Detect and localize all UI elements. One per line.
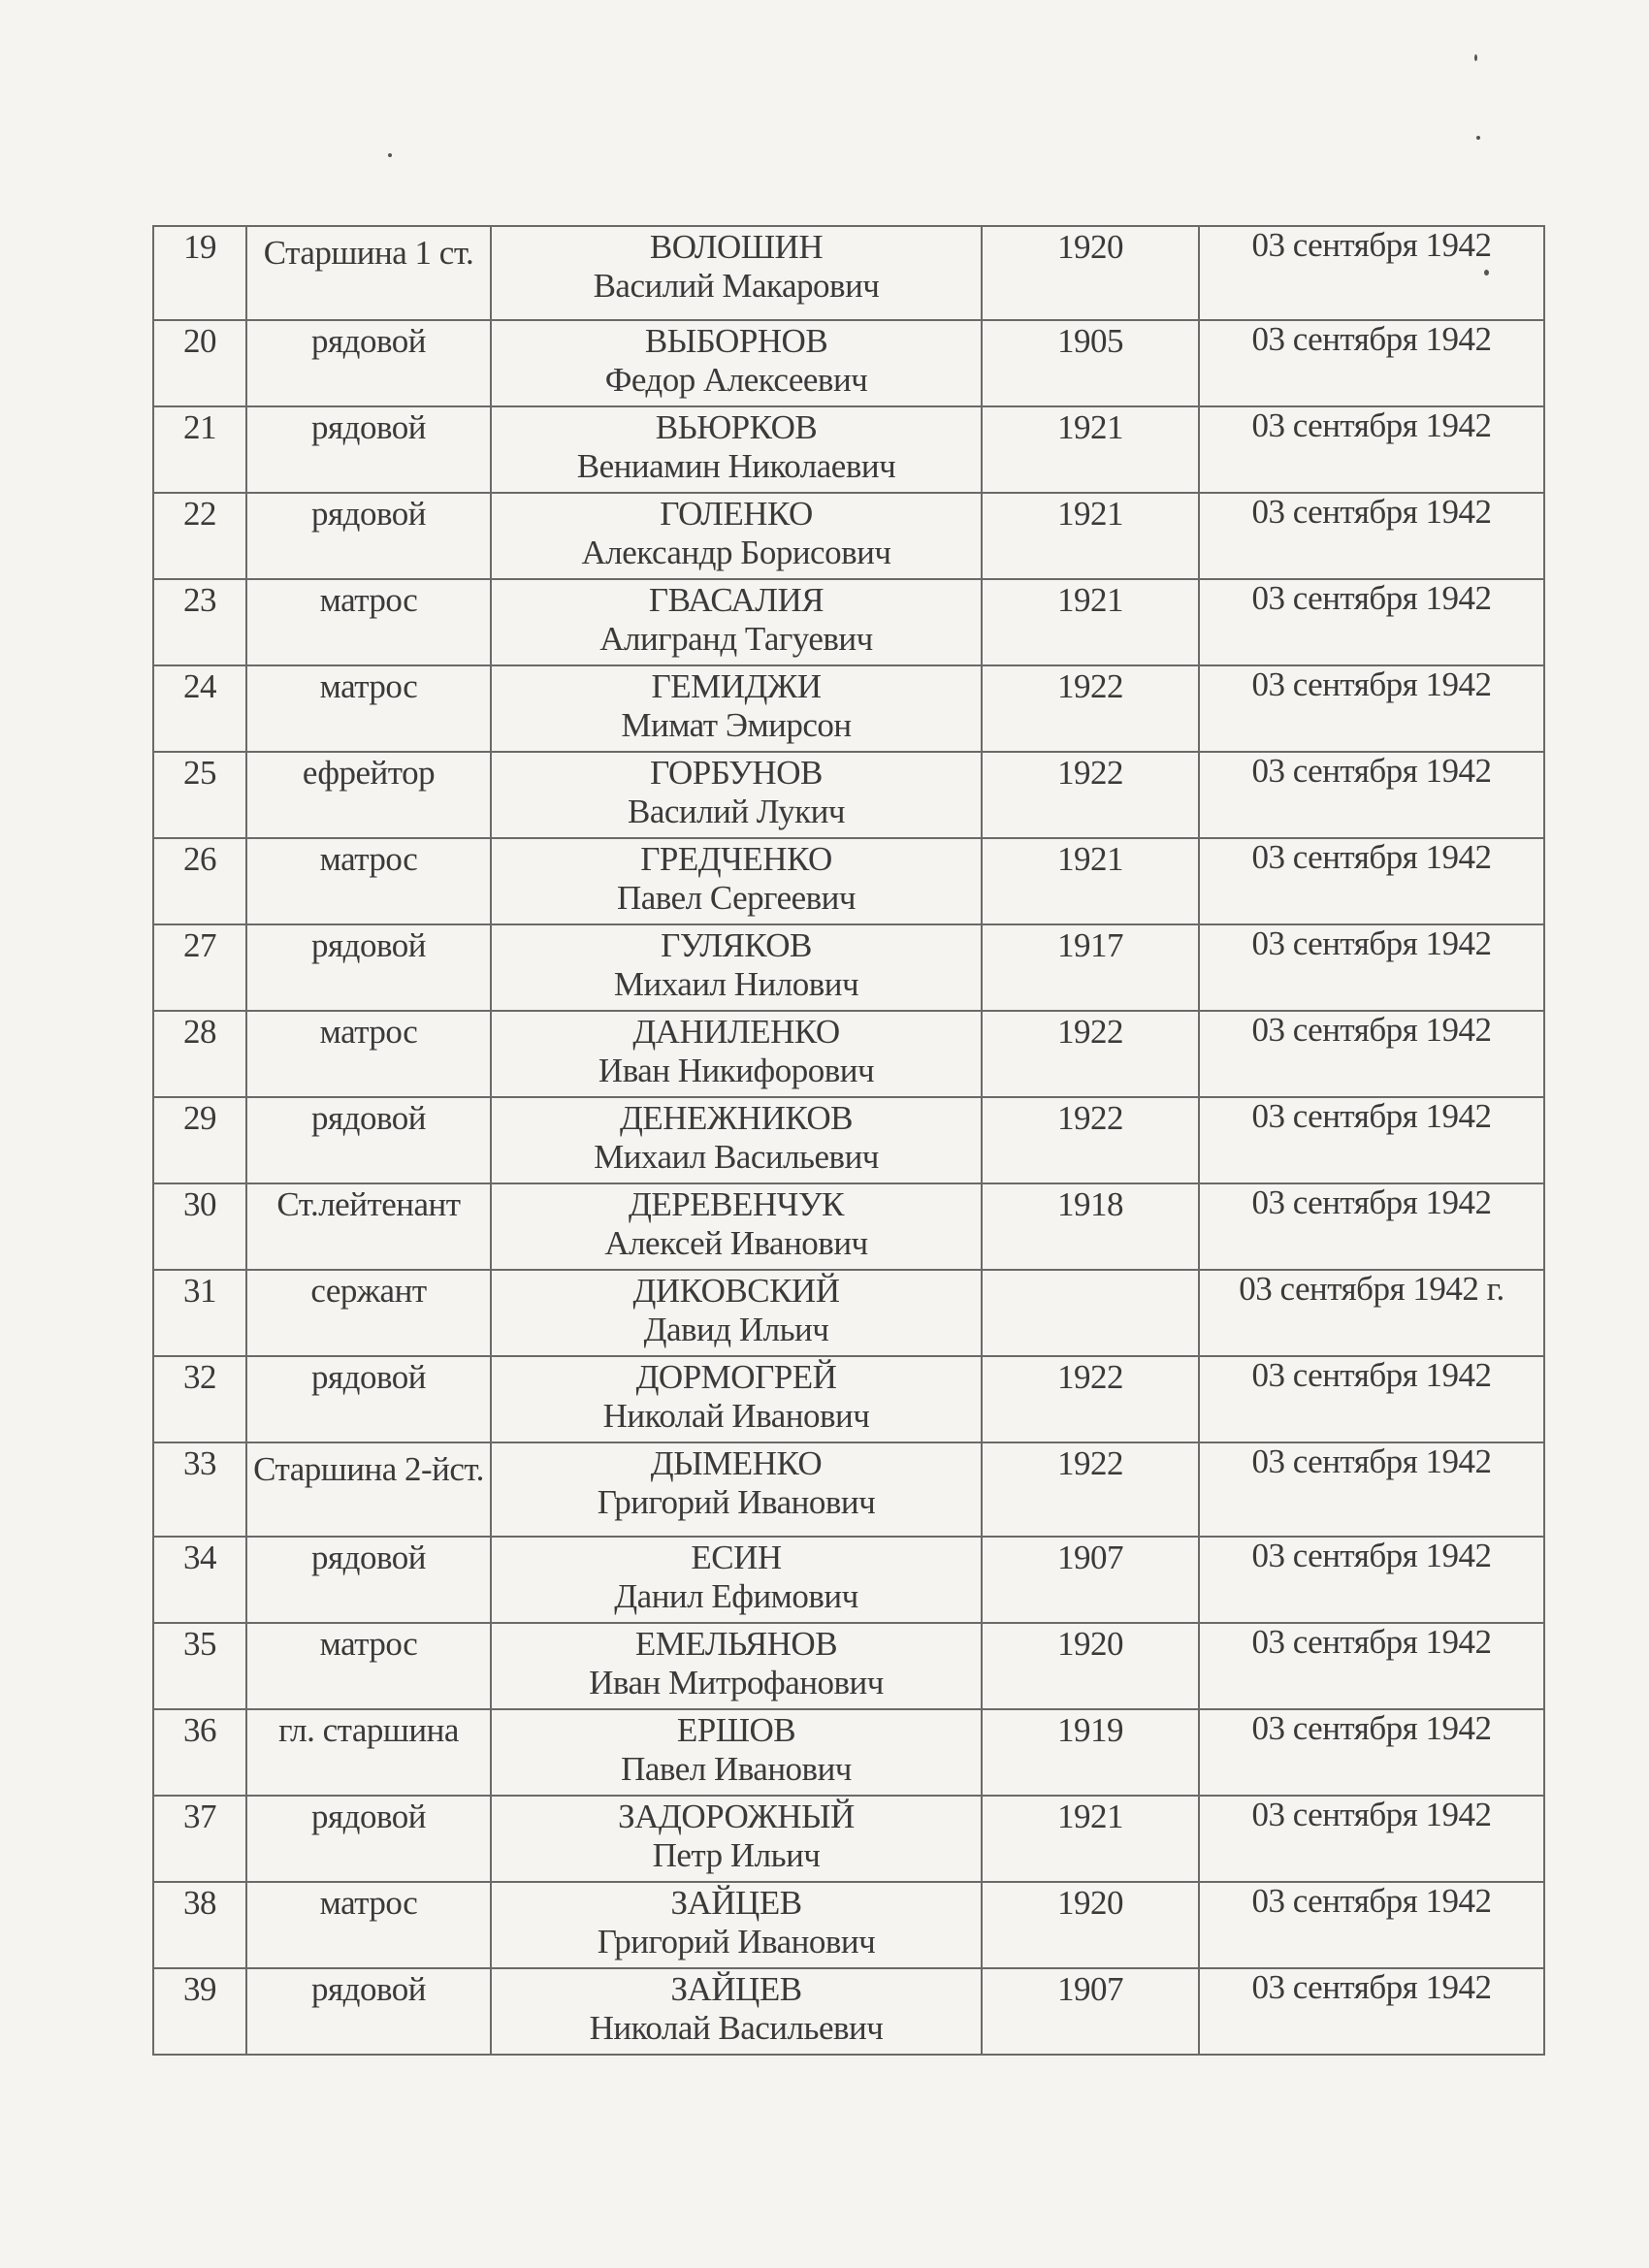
birth-year-cell: 1921 bbox=[982, 493, 1199, 579]
name-cell bbox=[491, 1356, 982, 1442]
surname: ГУЛЯКОВ bbox=[661, 926, 812, 964]
row-number: 35 bbox=[153, 1623, 246, 1709]
date-text: 03 сентября 1942 bbox=[1251, 665, 1492, 703]
table-row bbox=[153, 1011, 1544, 1097]
row-number: 26 bbox=[153, 838, 246, 924]
table-row bbox=[153, 924, 1544, 1011]
birth-year-cell: 1918 bbox=[982, 1183, 1199, 1270]
birth-year-cell: 1920 bbox=[982, 1882, 1199, 1968]
given-names: Григорий Иванович bbox=[597, 1483, 876, 1521]
surname: ДОРМОГРЕЙ bbox=[635, 1358, 837, 1396]
date-text: 03 сентября 1942 bbox=[1251, 1442, 1492, 1480]
row-number: 24 bbox=[153, 665, 246, 752]
name-cell bbox=[491, 924, 982, 1011]
table-row bbox=[153, 1796, 1544, 1882]
name-cell bbox=[491, 1623, 982, 1709]
date-cell bbox=[1199, 665, 1544, 752]
table-row bbox=[153, 1183, 1544, 1270]
register-body bbox=[153, 226, 1544, 2055]
rank-cell: матрос bbox=[246, 838, 491, 924]
date-text: 03 сентября 1942 bbox=[1251, 1796, 1492, 1833]
birth-year-cell: 1921 bbox=[982, 579, 1199, 665]
rank-cell: матрос bbox=[246, 1011, 491, 1097]
surname: ГВАСАЛИЯ bbox=[648, 581, 824, 619]
date-cell bbox=[1199, 1011, 1544, 1097]
table-row bbox=[153, 1442, 1544, 1537]
table-row bbox=[153, 665, 1544, 752]
row-number: 39 bbox=[153, 1968, 246, 2055]
name-cell bbox=[491, 1709, 982, 1796]
surname: ДИКОВСКИЙ bbox=[632, 1272, 840, 1310]
birth-year-cell bbox=[982, 1270, 1199, 1356]
date-text: 03 сентября 1942 bbox=[1251, 1097, 1492, 1135]
date-cell bbox=[1199, 1968, 1544, 2055]
rank-cell: сержант bbox=[246, 1270, 491, 1356]
name-cell bbox=[491, 1011, 982, 1097]
given-names: Василий Лукич bbox=[627, 793, 846, 830]
name-cell bbox=[491, 838, 982, 924]
given-names: Григорий Иванович bbox=[597, 1923, 876, 1960]
given-names: Михаил Нилович bbox=[613, 965, 859, 1003]
given-names: Павел Сергеевич bbox=[616, 879, 856, 917]
birth-year-cell: 1920 bbox=[982, 226, 1199, 320]
date-text: 03 сентября 1942 bbox=[1251, 1623, 1492, 1661]
name-cell bbox=[491, 665, 982, 752]
given-names: Мимат Эмирсон bbox=[621, 706, 852, 744]
birth-year-cell: 1907 bbox=[982, 1968, 1199, 2055]
date-text: 03 сентября 1942 bbox=[1251, 1183, 1492, 1221]
surname: ЕСИН bbox=[691, 1539, 782, 1576]
row-number: 32 bbox=[153, 1356, 246, 1442]
date-text: 03 сентября 1942 bbox=[1251, 1968, 1492, 2006]
birth-year-cell: 1921 bbox=[982, 838, 1199, 924]
rank-cell: матрос bbox=[246, 1882, 491, 1968]
register-table bbox=[152, 225, 1545, 2056]
row-number: 38 bbox=[153, 1882, 246, 1968]
birth-year-cell: 1922 bbox=[982, 1442, 1199, 1537]
row-number: 33 bbox=[153, 1442, 246, 1537]
surname: ДАНИЛЕНКО bbox=[632, 1013, 840, 1051]
date-text: 03 сентября 1942 bbox=[1251, 1537, 1492, 1574]
birth-year-cell: 1920 bbox=[982, 1623, 1199, 1709]
name-cell bbox=[491, 406, 982, 493]
given-names: Данил Ефимович bbox=[614, 1577, 858, 1615]
date-cell bbox=[1199, 1623, 1544, 1709]
name-cell bbox=[491, 1183, 982, 1270]
date-cell bbox=[1199, 1356, 1544, 1442]
date-text: 03 сентября 1942 bbox=[1251, 1011, 1492, 1049]
table-row bbox=[153, 1623, 1544, 1709]
table-row bbox=[153, 838, 1544, 924]
row-number: 29 bbox=[153, 1097, 246, 1183]
surname: ДЕРЕВЕНЧУК bbox=[629, 1185, 844, 1223]
table-row bbox=[153, 1709, 1544, 1796]
scan-speck bbox=[1474, 54, 1477, 61]
name-cell bbox=[491, 1968, 982, 2055]
name-cell bbox=[491, 1097, 982, 1183]
table-row bbox=[153, 226, 1544, 320]
table-row bbox=[153, 1356, 1544, 1442]
birth-year-cell: 1919 bbox=[982, 1709, 1199, 1796]
table-row bbox=[153, 493, 1544, 579]
row-number: 22 bbox=[153, 493, 246, 579]
rank-cell: матрос bbox=[246, 665, 491, 752]
date-text: 03 сентября 1942 bbox=[1251, 838, 1492, 876]
table-row bbox=[153, 1968, 1544, 2055]
table-row bbox=[153, 1537, 1544, 1623]
row-number: 28 bbox=[153, 1011, 246, 1097]
rank-cell: рядовой bbox=[246, 1968, 491, 2055]
surname: ГОЛЕНКО bbox=[660, 495, 813, 533]
row-number: 21 bbox=[153, 406, 246, 493]
table-row bbox=[153, 320, 1544, 406]
birth-year-cell: 1922 bbox=[982, 1097, 1199, 1183]
rank-cell: матрос bbox=[246, 579, 491, 665]
surname: ЕМЕЛЬЯНОВ bbox=[634, 1625, 838, 1663]
rank-cell: рядовой bbox=[246, 1796, 491, 1882]
date-cell bbox=[1199, 493, 1544, 579]
rank-cell: рядовой bbox=[246, 406, 491, 493]
surname: ВЫБОРНОВ bbox=[644, 322, 828, 360]
rank-cell: Ст.лейтенант bbox=[246, 1183, 491, 1270]
date-cell bbox=[1199, 579, 1544, 665]
row-number: 25 bbox=[153, 752, 246, 838]
date-text: 03 сентября 1942 bbox=[1251, 226, 1492, 264]
date-cell bbox=[1199, 838, 1544, 924]
row-number: 19 bbox=[153, 226, 246, 320]
rank-cell: рядовой bbox=[246, 1537, 491, 1623]
name-cell bbox=[491, 579, 982, 665]
given-names: Иван Никифорович bbox=[598, 1052, 875, 1089]
birth-year-cell: 1922 bbox=[982, 665, 1199, 752]
surname: ЕРШОВ bbox=[676, 1711, 796, 1749]
surname: ЗАЙЦЕВ bbox=[670, 1884, 802, 1922]
row-number: 27 bbox=[153, 924, 246, 1011]
surname: ГЕМИДЖИ bbox=[651, 667, 822, 705]
rank-cell: гл. старшина bbox=[246, 1709, 491, 1796]
given-names: Алигранд Тагуевич bbox=[599, 620, 873, 658]
date-text: 03 сентября 1942 г. bbox=[1239, 1270, 1504, 1308]
given-names: Василий Макарович bbox=[593, 267, 880, 305]
given-names: Вениамин Николаевич bbox=[576, 447, 896, 485]
scan-speck bbox=[1476, 136, 1480, 140]
birth-year-cell: 1907 bbox=[982, 1537, 1199, 1623]
date-text: 03 сентября 1942 bbox=[1251, 406, 1492, 444]
date-cell bbox=[1199, 752, 1544, 838]
date-text: 03 сентября 1942 bbox=[1251, 320, 1492, 358]
birth-year-cell: 1922 bbox=[982, 1011, 1199, 1097]
date-cell bbox=[1199, 406, 1544, 493]
row-number: 37 bbox=[153, 1796, 246, 1882]
birth-year-cell: 1922 bbox=[982, 1356, 1199, 1442]
name-cell bbox=[491, 1537, 982, 1623]
rank-cell: Старшина 1 ст. bbox=[246, 226, 491, 320]
row-number: 34 bbox=[153, 1537, 246, 1623]
given-names: Алексей Иванович bbox=[604, 1224, 868, 1262]
given-names: Петр Ильич bbox=[652, 1836, 821, 1874]
surname: ЗАЙЦЕВ bbox=[670, 1970, 802, 2008]
surname: ГРЕДЧЕНКО bbox=[640, 840, 832, 878]
birth-year-cell: 1922 bbox=[982, 752, 1199, 838]
date-cell bbox=[1199, 1537, 1544, 1623]
rank-cell: рядовой bbox=[246, 924, 491, 1011]
row-number: 23 bbox=[153, 579, 246, 665]
given-names: Александр Борисович bbox=[581, 534, 891, 571]
date-cell bbox=[1199, 1097, 1544, 1183]
date-cell bbox=[1199, 1270, 1544, 1356]
name-cell bbox=[491, 1442, 982, 1537]
rank-cell: ефрейтор bbox=[246, 752, 491, 838]
date-text: 03 сентября 1942 bbox=[1251, 1709, 1492, 1747]
table-row bbox=[153, 579, 1544, 665]
surname: ДЕНЕЖНИКОВ bbox=[620, 1099, 853, 1137]
date-text: 03 сентября 1942 bbox=[1251, 1356, 1492, 1394]
name-cell bbox=[491, 320, 982, 406]
table-row bbox=[153, 752, 1544, 838]
date-text: 03 сентября 1942 bbox=[1251, 579, 1492, 617]
name-cell bbox=[491, 493, 982, 579]
date-cell bbox=[1199, 1183, 1544, 1270]
date-cell bbox=[1199, 320, 1544, 406]
name-cell bbox=[491, 226, 982, 320]
rank-cell: Старшина 2-йст. bbox=[246, 1442, 491, 1537]
birth-year-cell: 1921 bbox=[982, 406, 1199, 493]
row-number: 30 bbox=[153, 1183, 246, 1270]
date-cell bbox=[1199, 226, 1544, 320]
date-cell bbox=[1199, 1796, 1544, 1882]
given-names: Михаил Васильевич bbox=[594, 1138, 879, 1176]
table-row bbox=[153, 1882, 1544, 1968]
birth-year-cell: 1917 bbox=[982, 924, 1199, 1011]
given-names: Николай Васильевич bbox=[589, 2009, 884, 2047]
rank-cell: рядовой bbox=[246, 493, 491, 579]
date-cell bbox=[1199, 924, 1544, 1011]
name-cell bbox=[491, 752, 982, 838]
name-cell bbox=[491, 1796, 982, 1882]
given-names: Николай Иванович bbox=[602, 1397, 870, 1435]
row-number: 36 bbox=[153, 1709, 246, 1796]
surname: ЗАДОРОЖНЫЙ bbox=[618, 1798, 855, 1835]
given-names: Иван Митрофанович bbox=[589, 1664, 884, 1701]
birth-year-cell: 1921 bbox=[982, 1796, 1199, 1882]
rank-cell: рядовой bbox=[246, 1097, 491, 1183]
name-cell bbox=[491, 1882, 982, 1968]
surname: ВОЛОШИН bbox=[649, 228, 824, 266]
given-names: Давид Ильич bbox=[643, 1311, 829, 1348]
date-cell bbox=[1199, 1709, 1544, 1796]
date-cell bbox=[1199, 1882, 1544, 1968]
given-names: Федор Алексеевич bbox=[604, 361, 868, 399]
birth-year-cell: 1905 bbox=[982, 320, 1199, 406]
rank-cell: рядовой bbox=[246, 1356, 491, 1442]
table-row bbox=[153, 406, 1544, 493]
given-names: Павел Иванович bbox=[621, 1750, 852, 1788]
rank-cell: матрос bbox=[246, 1623, 491, 1709]
table-row bbox=[153, 1270, 1544, 1356]
date-text: 03 сентября 1942 bbox=[1251, 924, 1492, 962]
row-number: 20 bbox=[153, 320, 246, 406]
table-row bbox=[153, 1097, 1544, 1183]
date-cell bbox=[1199, 1442, 1544, 1537]
surname: ГОРБУНОВ bbox=[650, 754, 823, 792]
date-text: 03 сентября 1942 bbox=[1251, 752, 1492, 790]
date-text: 03 сентября 1942 bbox=[1251, 1882, 1492, 1920]
name-cell bbox=[491, 1270, 982, 1356]
scan-speck bbox=[388, 153, 392, 157]
date-text: 03 сентября 1942 bbox=[1251, 493, 1492, 531]
row-number: 31 bbox=[153, 1270, 246, 1356]
rank-cell: рядовой bbox=[246, 320, 491, 406]
surname: ДЫМЕНКО bbox=[650, 1444, 823, 1482]
surname: ВЬЮРКОВ bbox=[655, 408, 818, 446]
